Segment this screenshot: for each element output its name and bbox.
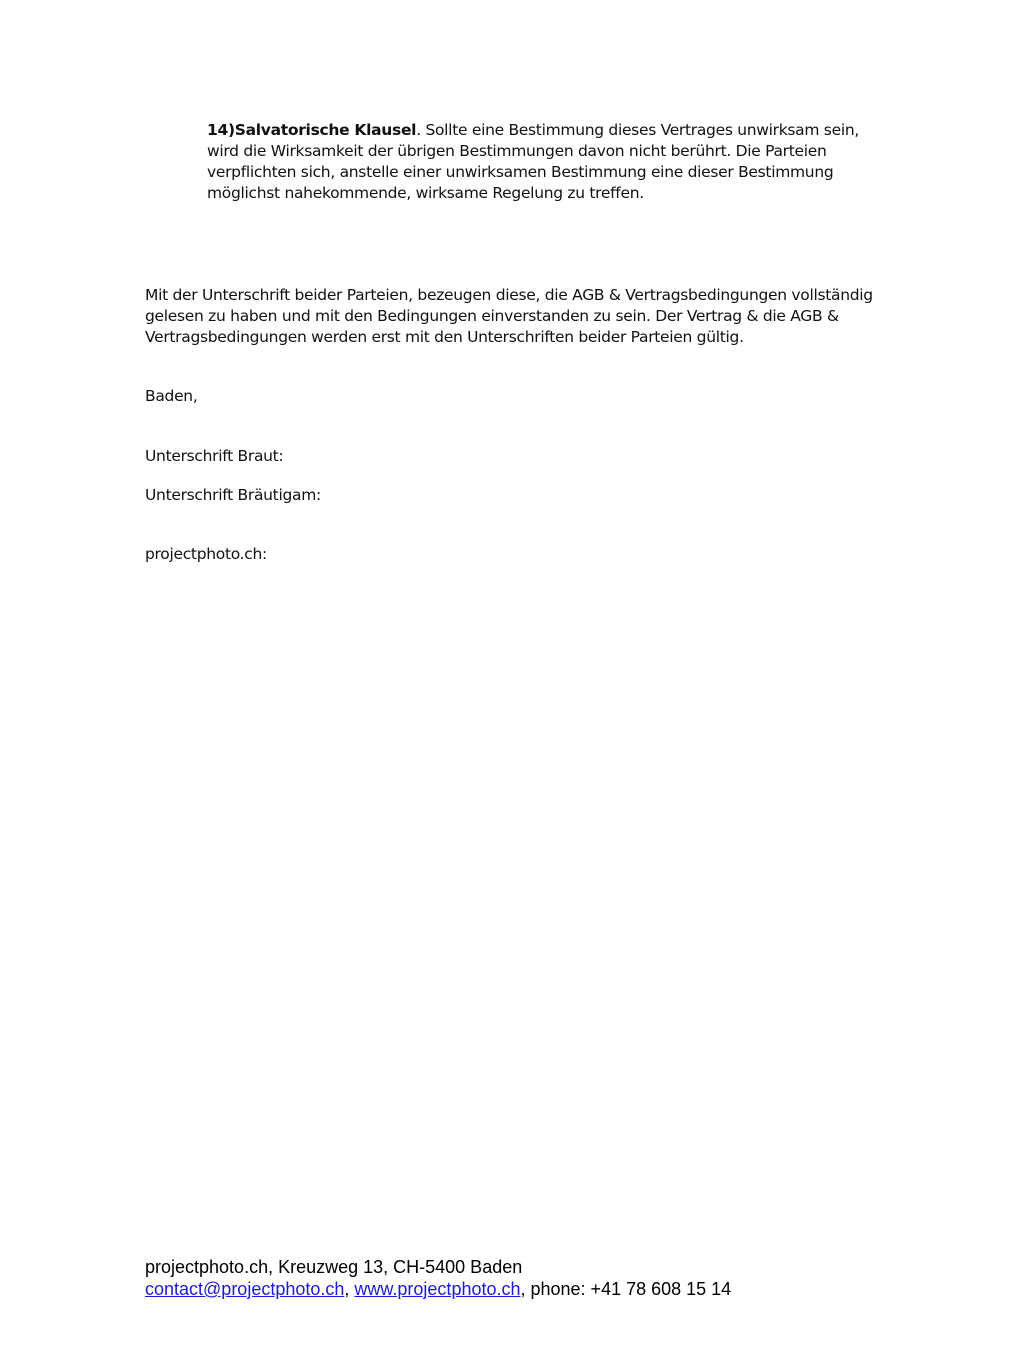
place-line: Baden, [145, 387, 198, 405]
clause-body: . Sollte eine Bestimmung dieses Vertrages unwirksam sein, wird die Wirksamkeit der übrigen Bestimmungen davon nicht berührt. Die Parteien verpflichten sich, anstelle einer unwirksamen Bestimmung eine dieser Bestimmung möglichst nahekommende, wirksame Regelung zu treffen. [207, 121, 859, 202]
footer [145, 1256, 731, 1300]
agreement-paragraph: Mit der Unterschrift beider Parteien, bezeugen diese, die AGB & Vertragsbedingungen vollständig gelesen zu haben und mit den Bedingungen einverstanden zu sein. Der Vertrag & die AGB & Vertragsbedingungen werden erst mit den Unterschriften beider Parteien gültig. [145, 286, 873, 346]
signature-groom: Unterschrift Bräutigam: [145, 486, 321, 504]
signature-bride: Unterschrift Braut: [145, 447, 284, 465]
clause-title: 14)Salvatorische Klausel [207, 121, 417, 139]
clause-14 [207, 120, 877, 204]
separator: , [344, 1279, 355, 1299]
signature-company: projectphoto.ch: [145, 545, 267, 563]
footer-phone: , phone: +41 78 608 15 14 [520, 1279, 732, 1299]
footer-address: projectphoto.ch, Kreuzweg 13, CH-5400 Baden [145, 1257, 523, 1277]
website-link[interactable]: www.projectphoto.ch [354, 1279, 521, 1299]
footer-contact [145, 1278, 731, 1300]
email-link[interactable]: contact@projectphoto.ch [145, 1279, 345, 1299]
